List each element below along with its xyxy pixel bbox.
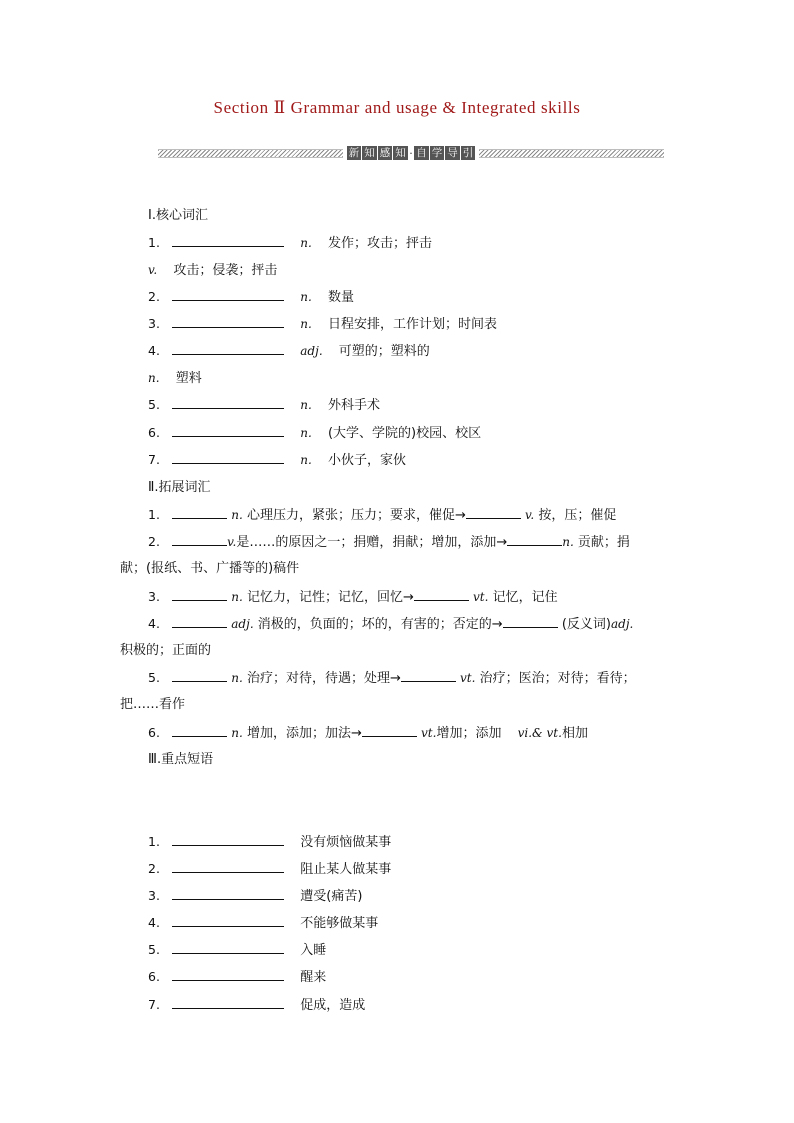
part-of-speech: n. [231,726,243,740]
list-item [148,369,202,388]
item-meaning: 是……的原因之一；捐赠，捐献；增加，添加→ [236,535,508,550]
list-item [148,451,406,470]
answer-blank[interactable] [172,860,284,873]
answer-blank[interactable] [172,588,227,601]
part-of-speech: n. [300,236,312,250]
item-number: 7. [148,452,160,467]
answer-blank[interactable] [172,669,227,682]
part-of-speech: adj. [231,617,254,631]
list-item [148,588,558,607]
part-of-speech: vi.& vt. [517,726,562,740]
answer-blank[interactable] [172,941,284,954]
item-meaning: 小伙子，家伙 [327,453,406,468]
item-meaning: 不能够做某事 [300,916,379,931]
item-meaning: 治疗；医治；对待；看待； [479,671,636,686]
part-of-speech: n. [300,426,312,440]
list-item-continuation: 把……看作 [120,697,186,712]
part-of-speech: vt. [473,590,489,604]
list-item [148,941,326,960]
answer-blank[interactable] [362,724,417,737]
banner-badge [346,146,476,160]
item-number: 6. [148,425,160,440]
answer-blank[interactable] [172,234,284,247]
item-meaning: 心理压力，紧张；压力；要求，催促→ [246,508,466,523]
item-meaning: 外科手术 [327,398,380,413]
answer-blank[interactable] [172,315,284,328]
item-meaning: 促成，造成 [300,998,366,1013]
part-of-speech: n. [231,671,243,685]
answer-blank[interactable] [172,833,284,846]
item-meaning: 发作；攻击；抨击 [327,236,432,251]
item-meaning: 遭受(痛苦) [300,889,363,904]
answer-blank[interactable] [172,288,284,301]
item-meaning: 醒来 [300,970,327,985]
section-heading-key-phrases: Ⅲ.重点短语 [148,752,214,767]
answer-blank[interactable] [172,424,284,437]
item-meaning: 贡献；捐 [577,535,630,550]
list-item [148,288,354,307]
answer-blank[interactable] [172,396,284,409]
banner-char: 学 [431,147,443,159]
item-meaning: 消极的，负面的；坏的，有害的；否定的→ [257,617,503,632]
section-heading-core-vocab: Ⅰ.核心词汇 [148,208,208,223]
item-meaning: 按，压；催促 [538,508,617,523]
list-item [148,833,391,852]
part-of-speech: vt. [421,726,437,740]
item-meaning: 没有烦恼做某事 [300,835,392,850]
list-item [148,396,380,415]
list-item [148,914,378,933]
banner-char: 知 [364,147,375,159]
list-item [148,261,277,280]
banner-hatch-left [158,149,343,158]
item-number: 2. [148,861,160,876]
list-item [148,968,326,987]
answer-blank[interactable] [172,451,284,464]
part-of-speech: adj. [611,617,634,631]
item-number: 4. [148,616,160,631]
part-of-speech: n. [562,535,574,549]
item-number: 7. [148,997,160,1012]
banner-char: 新 [348,147,360,159]
answer-blank[interactable] [172,533,227,546]
answer-blank[interactable] [466,506,521,519]
answer-blank[interactable] [172,914,284,927]
item-number: 5. [148,397,160,412]
item-number: 1. [148,235,160,250]
list-item [148,315,497,334]
list-item [148,424,481,443]
banner-char: 导 [447,147,458,159]
list-item [148,669,636,688]
list-item-continuation: 献；(报纸、书、广播等的)稿件 [120,561,300,576]
page-title: Section Ⅱ Grammar and usage & Integrated skills [213,98,581,117]
part-of-speech: n. [231,590,243,604]
item-number: 3. [148,888,160,903]
item-number: 6. [148,725,160,740]
answer-blank[interactable] [172,342,284,355]
item-meaning: 日程安排，工作计划；时间表 [327,317,497,332]
item-number: 1. [148,834,160,849]
part-of-speech: vt. [460,671,476,685]
item-meaning: 增加；添加 [436,726,502,741]
list-item [148,615,633,634]
banner-char: 自 [416,147,427,159]
list-item [148,533,630,552]
item-meaning: (反义词) [561,617,611,632]
item-number: 5. [148,670,160,685]
banner-separator: · [409,146,413,160]
item-number: 6. [148,969,160,984]
item-number: 2. [148,289,160,304]
item-meaning: 增加，添加；加法→ [246,726,362,741]
list-item [148,506,616,525]
list-item [148,887,362,906]
answer-blank[interactable] [172,887,284,900]
part-of-speech: n. [300,398,312,412]
banner-char: 引 [462,147,474,159]
item-number: 4. [148,915,160,930]
list-item [148,996,365,1015]
answer-blank[interactable] [507,533,562,546]
list-item [148,724,588,743]
answer-blank[interactable] [414,588,469,601]
item-number: 5. [148,942,160,957]
section-banner [158,146,664,160]
item-meaning: (大学、学院的)校园、校区 [327,426,482,441]
banner-hatch-right [479,149,664,158]
item-meaning: 攻击；侵袭；抨击 [173,263,278,278]
part-of-speech: v. [227,535,237,549]
item-number: 3. [148,589,160,604]
item-meaning: 入睡 [300,943,327,958]
part-of-speech: n. [231,508,243,522]
answer-blank[interactable] [172,996,284,1009]
part-of-speech: v. [148,263,158,277]
item-number: 3. [148,316,160,331]
item-number: 2. [148,534,160,549]
answer-blank[interactable] [503,615,558,628]
part-of-speech: v. [525,508,535,522]
banner-char: 感 [379,147,391,159]
item-meaning: 阻止某人做某事 [300,862,392,877]
answer-blank[interactable] [172,615,227,628]
answer-blank[interactable] [172,724,227,737]
answer-blank[interactable] [401,669,456,682]
part-of-speech: n. [148,371,160,385]
item-meaning: 记忆，记住 [492,590,558,605]
list-item [148,234,432,253]
item-meaning: 可塑的；塑料的 [338,344,430,359]
answer-blank[interactable] [172,506,227,519]
part-of-speech: adj. [300,344,323,358]
part-of-speech: n. [300,453,312,467]
item-meaning: 塑料 [175,371,202,386]
item-number: 4. [148,343,160,358]
part-of-speech: n. [300,317,312,331]
banner-char: 知 [395,147,406,159]
item-number: 1. [148,507,160,522]
list-item [148,342,430,361]
item-meaning: 数量 [327,290,354,305]
item-meaning: 治疗；对待，待遇；处理→ [246,671,401,686]
list-item [148,860,391,879]
section-heading-extended-vocab: Ⅱ.拓展词汇 [148,480,211,495]
answer-blank[interactable] [172,968,284,981]
item-meaning: 记忆力，记性；记忆，回忆→ [246,590,414,605]
item-meaning: 相加 [561,726,588,741]
part-of-speech: n. [300,290,312,304]
list-item-continuation: 积极的；正面的 [120,643,212,658]
